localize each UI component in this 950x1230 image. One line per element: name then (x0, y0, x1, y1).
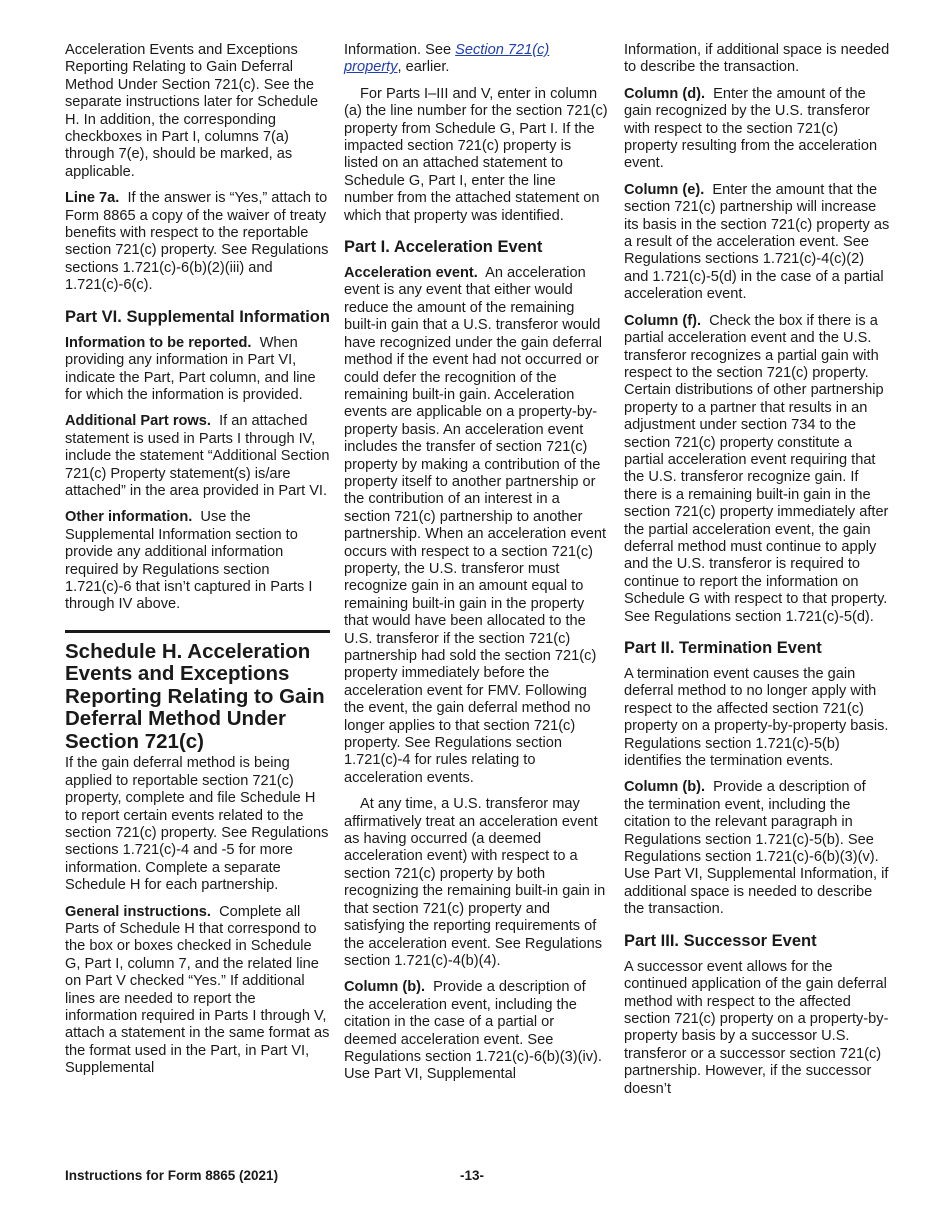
paragraph-schedule-h: If the gain deferral method is being applied to reportable section 721(c) property, complete and file Schedule H to report certain events related to the section 721(c) property. See Regulations sections 1.721(c)-4 and -5 for more information. Complete a separate Schedule H for each partnership. (65, 755, 329, 894)
col-b-label-3: Column (b). (624, 779, 706, 796)
acceleration-label: Acceleration event. (344, 265, 478, 282)
paragraph-col-e (624, 182, 890, 304)
col-b-text-3: Provide a description of the termination event, including the citation to the relevant paragraph in Regulations section 1.721(c)-5(b). See Regulations section 1.721(c)-6(b)(3)(v). Use Part VI, Supplemental Information, if additional space is needed to describe the transaction. (624, 779, 889, 918)
paragraph-other (65, 509, 330, 613)
paragraph-continued (344, 42, 608, 77)
col-b-text: Provide a description of the acceleration event, including the citation in the case of a partial or deemed acceleration event. See Regulations section 1.721(c)-6(b)(3)(iv). Use Part VI, Supplemental (344, 979, 602, 1083)
paragraph-rows (65, 413, 330, 500)
paragraph-anytime: At any time, a U.S. transferor may affirmatively treat an acceleration event as having occurred (a deemed acceleration event) with respect to a section 721(c) property by both recognizing the remaining built-in gain in that section 721(c) property and satisfying the reporting requirements of the acceleration event. See Regulations section 1.721(c)-4(b)(4). (344, 796, 606, 969)
part3-heading: Part III. Successor Event (624, 931, 817, 950)
col-f-text: Check the box if there is a partial acceleration event and the U.S. transferor recognizes a partial gain with respect to the section 721(c) property. Certain distributions of other partnership property to a partner that results in an adjustment under section 734 to the section 721(c) property constitute a partial acceleration event requiring that the U.S. transferor recognize gain. If there is a remaining built-in gain in the section 721(c) property immediately after the partial acceleration event, the gain deferral method must continue to apply and the U.S. transferor is required to continue to report the information on Schedule G with respect to that property. See Regulations section 1.721(c)-5(d). (624, 312, 889, 625)
rows-label: Additional Part rows. (65, 413, 211, 430)
paragraph-parts: For Parts I–III and V, enter in column (a) the line number for the section 721(c) property from Schedule G, Part I. If the impacted section 721(c) property is listed on an attached statement to Schedule G, Part I, enter the line number from the attached statement on which that property was identified. (344, 85, 608, 224)
line7a-text: If the answer is “Yes,” attach to Form 8865 a copy of the waiver of treaty benefits with respect to the reportable section 721(c) property. See Regulations sections 1.721(c)-6(b)(2)(iii) and 1.721(c)-6(c). (65, 190, 329, 294)
line7a-label: Line 7a. (65, 190, 120, 207)
paragraph-info (65, 335, 330, 405)
info-label: Information to be reported. (65, 334, 252, 351)
paragraph-successor: A successor event allows for the continued application of the gain deferral method with respect to the affected section 721(c) property on a property-by-property basis by a successor U.S. transferor or a successor section 721(c) partnership. However, if the successor doesn’t (624, 958, 889, 1097)
continued-after: , earlier. (397, 59, 450, 76)
col-f-label: Column (f). (624, 312, 702, 329)
paragraph-col-f (624, 313, 890, 626)
rows-text: If an attached statement is used in Parts I through IV, include the statement “Additional Section 721(c) Property statement(s) is/are attached” in the area provided in Part VI. (65, 413, 330, 499)
continued-text: Information. See (344, 42, 456, 58)
paragraph-intro: Acceleration Events and Exceptions Reporting Relating to Gain Deferral Method Under Section 721(c). See the separate instructions later for Schedule H. In addition, the corresponding checkboxes in Part I, columns 7(a) through 7(e), should be marked, as applicable. (65, 42, 319, 180)
paragraph-col-b-3 (624, 779, 890, 918)
footer-form-title: Instructions for Form 8865 (2021) (65, 1168, 279, 1183)
column-3 (624, 42, 890, 1107)
page-number: -13- (460, 1168, 485, 1183)
part6-heading: Part VI. Supplemental Information (65, 307, 330, 326)
other-label: Other information. (65, 509, 193, 526)
col-e-label: Column (e). (624, 181, 705, 198)
general-text: Complete all Parts of Schedule H that correspond to the box or boxes checked in Schedule G, Part I, column 7, and the related line on Part V checked “Yes.” If additional lines are needed to report the information required in Parts I through V, attach a statement in the same format as the format used in the Part, in Part VI, Supplemental (65, 903, 330, 1077)
col-d-text: Enter the amount of the gain recognized by the U.S. transferor with respect to the section 721(c) property resulting from the acceleration event. (624, 85, 878, 172)
col-d-label: Column (d). (624, 85, 706, 102)
part2-heading: Part II. Termination Event (624, 639, 822, 657)
col-b-label: Column (b). (344, 979, 426, 996)
section-721c-property-link[interactable]: Section 721(c) property (344, 42, 550, 76)
acceleration-text: An acceleration event is any event that either would reduce the amount of the remaining built-in gain that a U.S. transferor would have recognized under the gain deferral method if the event had not occurred or could defer the recognition of the remaining built-in gain. Acceleration events are applicable on a property-by-property basis. An acceleration event includes the transfer of section 721(c) property by making a contribution of the property itself to another partnership or the contribution of an interest in a section 721(c) partnership to another partnership. When an acceleration event occurs with respect to a section 721(c) property, the U.S. transferor must recognize gain in an amount equal to remaining built-in gain in the property that would have been allocated to the U.S. transferor if the section 721(c) partnership had sold the section 721(c) property immediately before the acceleration event for FMV. Following the event, the gain deferral method no longer applies to that section 721(c) property. See Regulations section 1.721(c)-4 for rules relating to acceleration events. (344, 265, 607, 786)
column-2 (344, 42, 608, 1093)
paragraph-acceleration (344, 265, 608, 787)
part1-heading: Part I. Acceleration Event (344, 238, 543, 257)
paragraph-line7a (65, 190, 330, 294)
schedule-h-heading: Schedule H. Acceleration Events and Exceptions Reporting Relating to Gain Deferral Method Under Section 721(c) (65, 639, 325, 753)
paragraph-col-d (624, 86, 890, 173)
paragraph-termination: A termination event causes the gain deferral method to no longer apply with respect to the affected section 721(c) property on a property-by-property basis. Regulations section 1.721(c)-5(b) identifies the termination events. (624, 666, 889, 770)
general-label: General instructions. (65, 903, 211, 920)
info-text: When providing any information in Part VI, indicate the Part, Part column, and line for which the information is provided. (65, 334, 316, 403)
paragraph-col-b (344, 979, 608, 1083)
col-e-text: Enter the amount that the section 721(c) partnership will increase its basis in the section 721(c) property as a result of the acceleration event. See Regulations sections 1.721(c)-4(c)(2) and 1.721(c)-5(d) in the case of a partial acceleration event. (624, 181, 890, 303)
other-text: Use the Supplemental Information section to provide any additional information required by Regulations section 1.721(c)-6 that isn’t captured in Parts I through IV above. (65, 509, 313, 613)
paragraph-continued-3: Information, if additional space is needed to describe the transaction. (624, 42, 890, 76)
column-1 (65, 42, 330, 1087)
paragraph-general (65, 904, 330, 1078)
section-divider (65, 630, 330, 633)
